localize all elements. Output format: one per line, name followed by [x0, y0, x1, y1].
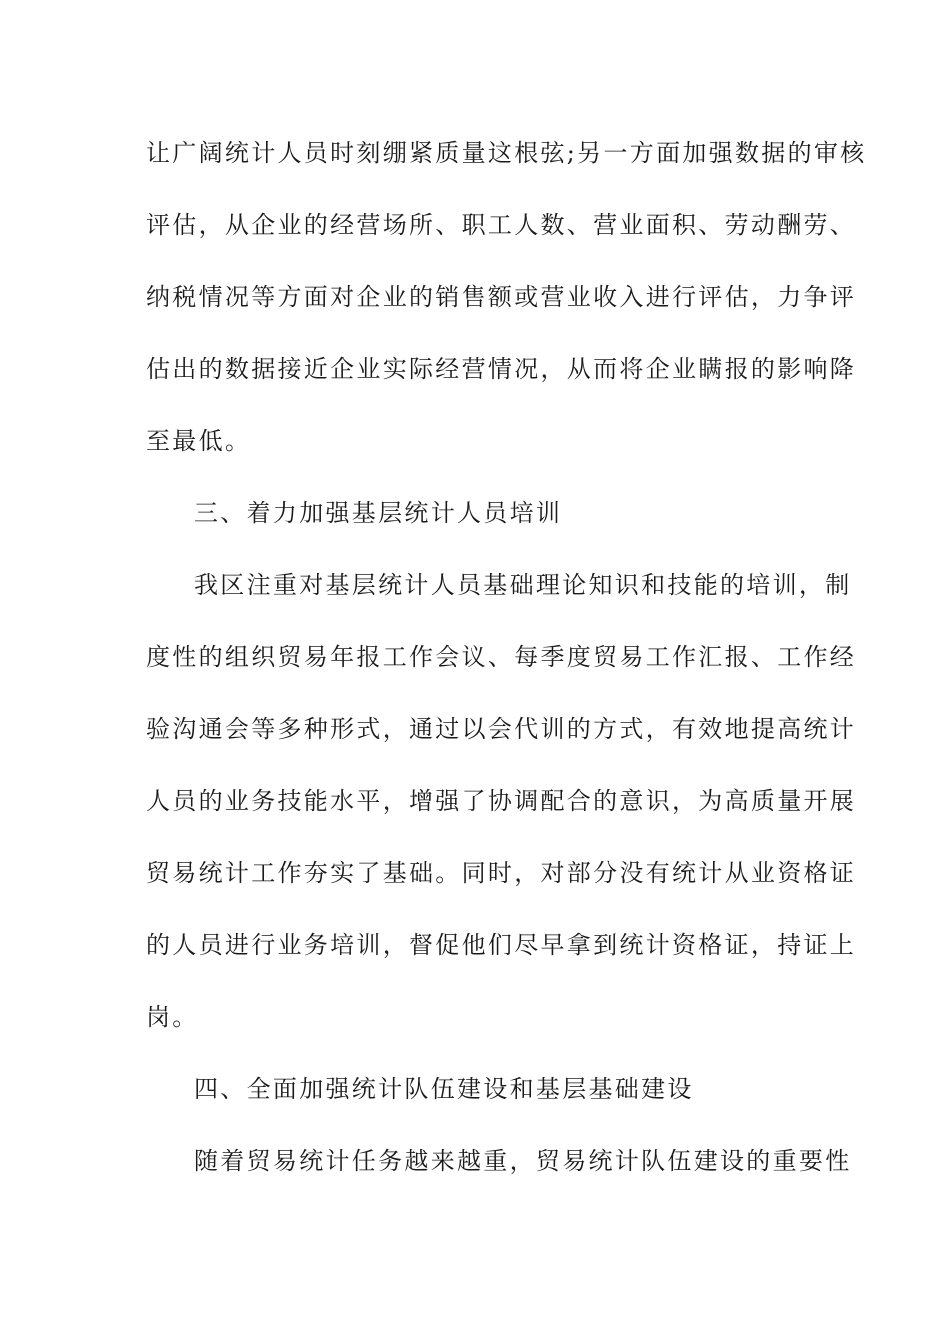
paragraph-line: 我区注重对基层统计人员基础理论知识和技能的培训，制	[194, 571, 852, 599]
paragraph-line: 估出的数据接近企业实际经营情况，从而将企业瞒报的影响降	[146, 355, 857, 383]
section-heading: 四、全面加强统计队伍建设和基层基础建设	[194, 1075, 694, 1103]
paragraph-line: 纳税情况等方面对企业的销售额或营业收入进行评估，力争评	[146, 283, 857, 311]
paragraph-line: 至最低。	[146, 427, 252, 455]
paragraph-line: 度性的组织贸易年报工作会议、每季度贸易工作汇报、工作经	[146, 643, 857, 671]
paragraph-line: 评估，从企业的经营场所、职工人数、营业面积、劳动酬劳、	[146, 211, 857, 239]
paragraph-line: 人员的业务技能水平，增强了协调配合的意识，为高质量开展	[146, 787, 857, 815]
paragraph-line: 让广阔统计人员时刻绷紧质量这根弦;另一方面加强数据的审核	[146, 139, 867, 167]
section-heading: 三、着力加强基层统计人员培训	[194, 499, 563, 527]
paragraph-line: 贸易统计工作夯实了基础。同时，对部分没有统计从业资格证	[146, 859, 857, 887]
paragraph-line: 随着贸易统计任务越来越重，贸易统计队伍建设的重要性	[194, 1147, 852, 1175]
paragraph-line: 验沟通会等多种形式，通过以会代训的方式，有效地提高统计	[146, 715, 857, 743]
paragraph-line: 岗。	[146, 1003, 199, 1031]
paragraph-line: 的人员进行业务培训，督促他们尽早拿到统计资格证，持证上	[146, 931, 857, 959]
